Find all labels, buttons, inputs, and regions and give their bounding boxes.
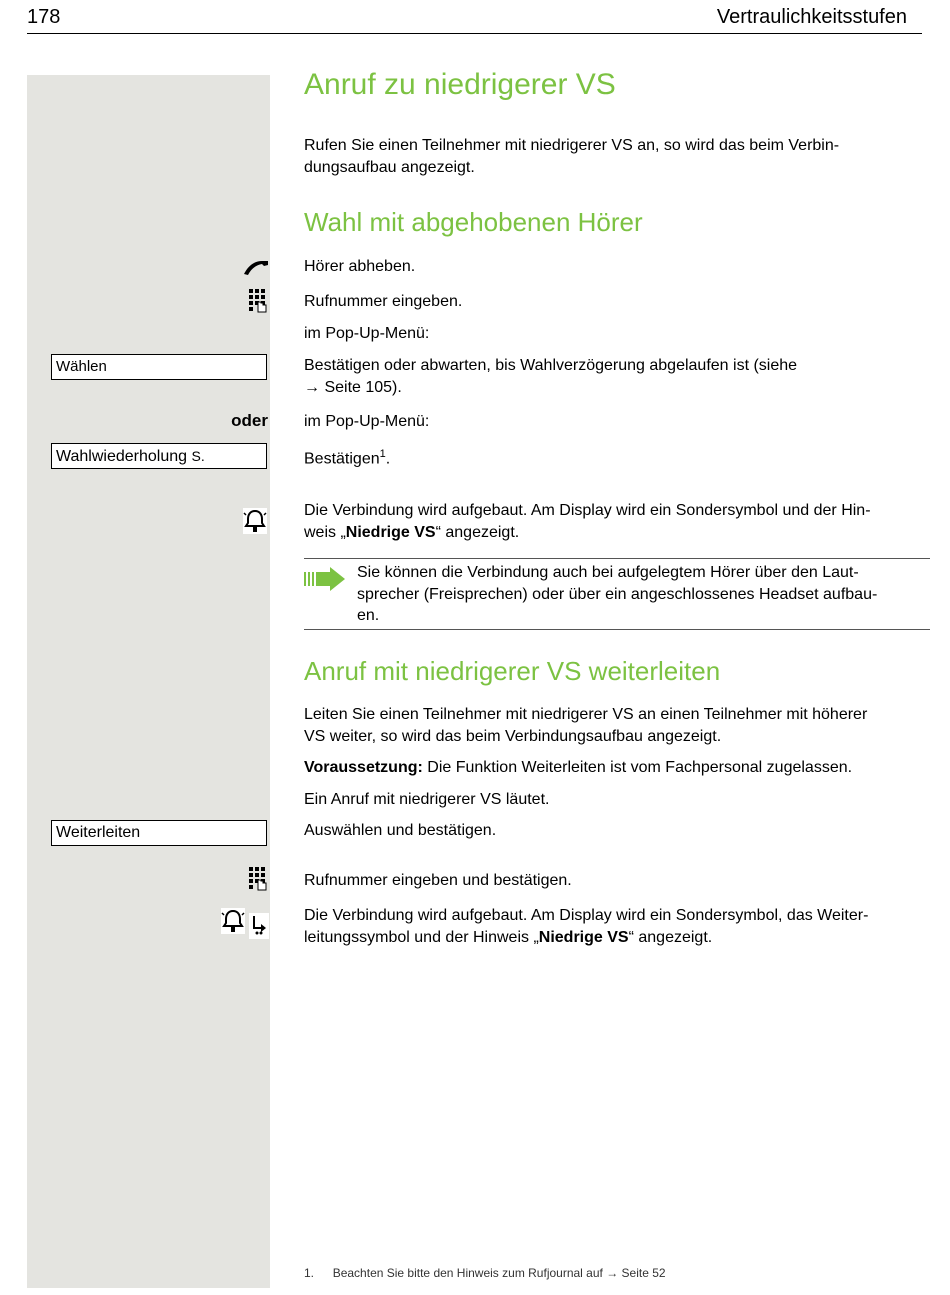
vs-low-icon (221, 908, 245, 934)
step-confirm-dial (304, 355, 924, 398)
section-heading-dial: Wahl mit abgehobenen Hörer (304, 207, 643, 237)
step-dial-number: Rufnummer eingeben. (304, 293, 463, 310)
connect1-line-1: Die Verbindung wird aufgebaut. Am Display wird ein Sondersymbol und der Hin- (304, 502, 871, 519)
forward-icon (249, 913, 269, 939)
or-label: oder (231, 411, 268, 430)
menu-item-waehlen-label: Wählen (56, 358, 107, 375)
connect1-line-2-post: “ angezeigt. (435, 523, 520, 541)
incoming-call-info: Ein Anruf mit niedrigerer VS läutet. (304, 791, 550, 808)
intro-paragraph (304, 135, 924, 178)
intro-line-2: dungsaufbau angezeigt. (304, 158, 475, 176)
connect1-line-2-pre: weis „ (304, 523, 346, 541)
section-title: Vertraulichkeitsstufen (716, 6, 907, 28)
handset-lift-icon (242, 258, 270, 276)
note-top-rule (304, 558, 930, 559)
note-line-1: Sie können die Verbindung auch bei aufgelegtem Hörer über den Laut- (357, 564, 859, 581)
step-confirm-redial (304, 444, 924, 470)
connect2-bold: Niedrige VS (538, 928, 629, 946)
header-rule (27, 33, 922, 34)
connect1-bold: Niedrige VS (345, 523, 436, 541)
note-line-3: en. (357, 607, 380, 624)
popup-menu-label-1: im Pop-Up-Menü: (304, 325, 430, 342)
footnote-number: 1. (304, 1266, 315, 1280)
forward-intro-line-2: VS weiter, so wird das beim Verbindungsaufbau angezeigt. (304, 727, 722, 745)
popup-menu-label-2: im Pop-Up-Menü: (304, 413, 430, 430)
confirm2-text: Bestätigen (304, 450, 380, 468)
menu-item-wahlwiederholung[interactable] (51, 443, 267, 469)
connect-info-1 (304, 500, 924, 543)
forward-intro (304, 704, 924, 747)
intro-line-1: Rufen Sie einen Teilnehmer mit niedrigerer VS an, so wird das beim Verbin- (304, 137, 840, 154)
prerequisite (304, 757, 924, 779)
sidebar (27, 75, 270, 1288)
confirm-line-2: → Seite 105). (304, 378, 402, 396)
keypad-icon (248, 866, 270, 892)
note-line-2: sprecher (Freisprechen) oder über ein angeschlossenes Headset aufbau- (357, 585, 878, 603)
connect2-line-1: Die Verbindung wird aufgebaut. Am Display wird ein Sondersymbol, das Weiter- (304, 907, 869, 924)
menu-item-wahlwiederholung-label: Wahlwiederholung (56, 448, 188, 465)
step-lift-handset: Hörer abheben. (304, 258, 416, 275)
footnote-text: Beachten Sie bitte den Hinweis zum Rufjournal auf (332, 1266, 603, 1280)
step-select-confirm: Auswählen und bestätigen. (304, 822, 497, 839)
footnote-ref: 1 (379, 448, 386, 460)
note-bottom-rule (304, 629, 930, 630)
page-number: 178 (27, 6, 61, 28)
footnote (304, 1266, 666, 1280)
footnote-arrow-icon: → (606, 1266, 619, 1280)
connect2-line-2-pre: leitungssymbol und der Hinweis „ (304, 928, 539, 946)
step-dial-confirm: Rufnummer eingeben und bestätigen. (304, 872, 572, 889)
connect-info-2 (304, 905, 924, 948)
forward-intro-line-1: Leiten Sie einen Teilnehmer mit niedrigerer VS an einen Teilnehmer mit höherer (304, 706, 868, 723)
menu-item-wahlwiederholung-suffix: S. (191, 448, 205, 464)
confirm2-end: . (385, 450, 391, 468)
section-heading-forward: Anruf mit niedrigerer VS weiterleiten (304, 656, 721, 686)
menu-item-weiterleiten[interactable] (51, 820, 267, 846)
prerequisite-label: Voraussetzung: (304, 759, 423, 776)
menu-item-waehlen[interactable] (51, 354, 267, 380)
confirm-line-1: Bestätigen oder abwarten, bis Wahlverzögerung abgelaufen ist (siehe (304, 357, 798, 374)
note-arrow-icon (304, 566, 346, 592)
connect2-line-2-post: “ angezeigt. (628, 928, 713, 946)
prerequisite-text: Die Funktion Weiterleiten ist vom Fachpersonal zugelassen. (422, 759, 853, 776)
note-text (357, 562, 932, 627)
keypad-icon (248, 288, 270, 314)
page-title: Anruf zu niedrigerer VS (304, 68, 616, 101)
footnote-page-ref[interactable]: Seite 52 (621, 1266, 666, 1280)
menu-item-weiterleiten-label: Weiterleiten (56, 824, 141, 841)
vs-low-icon (243, 508, 267, 534)
